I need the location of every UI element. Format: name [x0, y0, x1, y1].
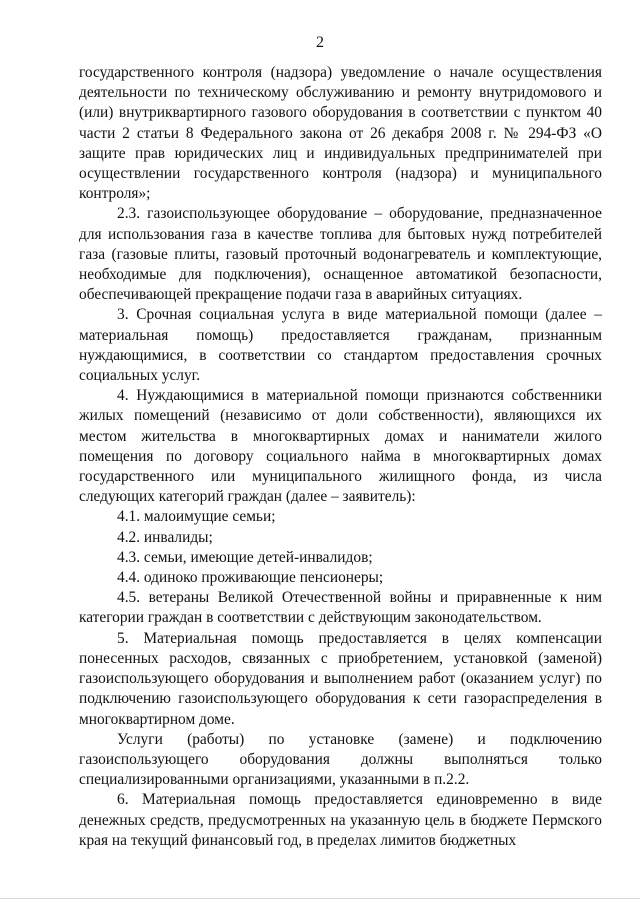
paragraph-2-3: 2.3. газоиспользующее оборудование – оборудование, предназначенное для использования газа в качестве топлива для бытовых нужд потребителей газа (газовые плиты, газовый проточный водонагреватель и комплектующие, необходимые для подключения), оснащенное автоматикой безопасности, обеспечивающей прекращение подачи газа в аварийных ситуациях. — [79, 205, 602, 304]
paragraph-4: 4. Нуждающимися в материальной помощи признаются собственники жилых помещений (независимо от доли собственности), являющихся их местом жительства в многоквартирных домах и наниматели жилого помещения по договору социального найма в многоквартирных домах государственного или муниципального жилищного фонда, из числа следующих категорий граждан (далее – заявитель): — [79, 387, 602, 506]
paragraph-5: 5. Материальная помощь предоставляется в целях компенсации понесенных расходов, связанных с приобретением, установкой (заменой) газоиспользующего оборудования и выполнением работ (оказанием услуг) по подключению газоиспользующего оборудования к сети газораспределения в многоквартирном доме. — [79, 629, 602, 728]
paragraph-3: 3. Срочная социальная услуга в виде материальной помощи (далее – материальная помощь) предоставляется гражданам, признанным нуждающимися, в соответствии со стандартом предоставления срочных социальных услуг. — [79, 306, 602, 385]
list-item-4-3: 4.3. семьи, имеющие детей-инвалидов; — [117, 548, 373, 566]
scan-bottom-edge — [0, 898, 640, 899]
list-item-4-5: 4.5. ветераны Великой Отечественной войны и приравненные к ним категории граждан в соответствии с действующим законодательством. — [79, 589, 602, 627]
list-item-4-4: 4.4. одиноко проживающие пенсионеры; — [117, 569, 384, 587]
paragraph-continuation: государственного контроля (надзора) уведомление о начале осуществления деятельности по техническому обслуживанию и ремонту внутридомового и (или) внутриквартирного газового оборудования в соответствии с пунктом 40 части 2 статьи 8 Федерального закона от 26 декабря 2008 г. № 294-ФЗ «О защите прав юридических лиц и индивидуальных предпринимателей при осуществлении государственного контроля (надзора) и муниципального контроля»; — [79, 64, 602, 203]
page-number: 2 — [316, 34, 324, 51]
paragraph-6: 6. Материальная помощь предоставляется единовременно в виде денежных средств, предусмотренных на указанную цель в бюджете Пермского края на текущий финансовый год, в пределах лимитов бюджетных — [79, 791, 602, 849]
paragraph-5-services: Услуги (работы) по установке (замене) и подключению газоиспользующего оборудования должны выполняться только специализированными организациями, указанными в п.2.2. — [79, 730, 602, 789]
list-item-4-1: 4.1. малоимущие семьи; — [117, 508, 276, 526]
document-body — [79, 63, 602, 851]
list-item-4-2: 4.2. инвалиды; — [117, 528, 213, 546]
